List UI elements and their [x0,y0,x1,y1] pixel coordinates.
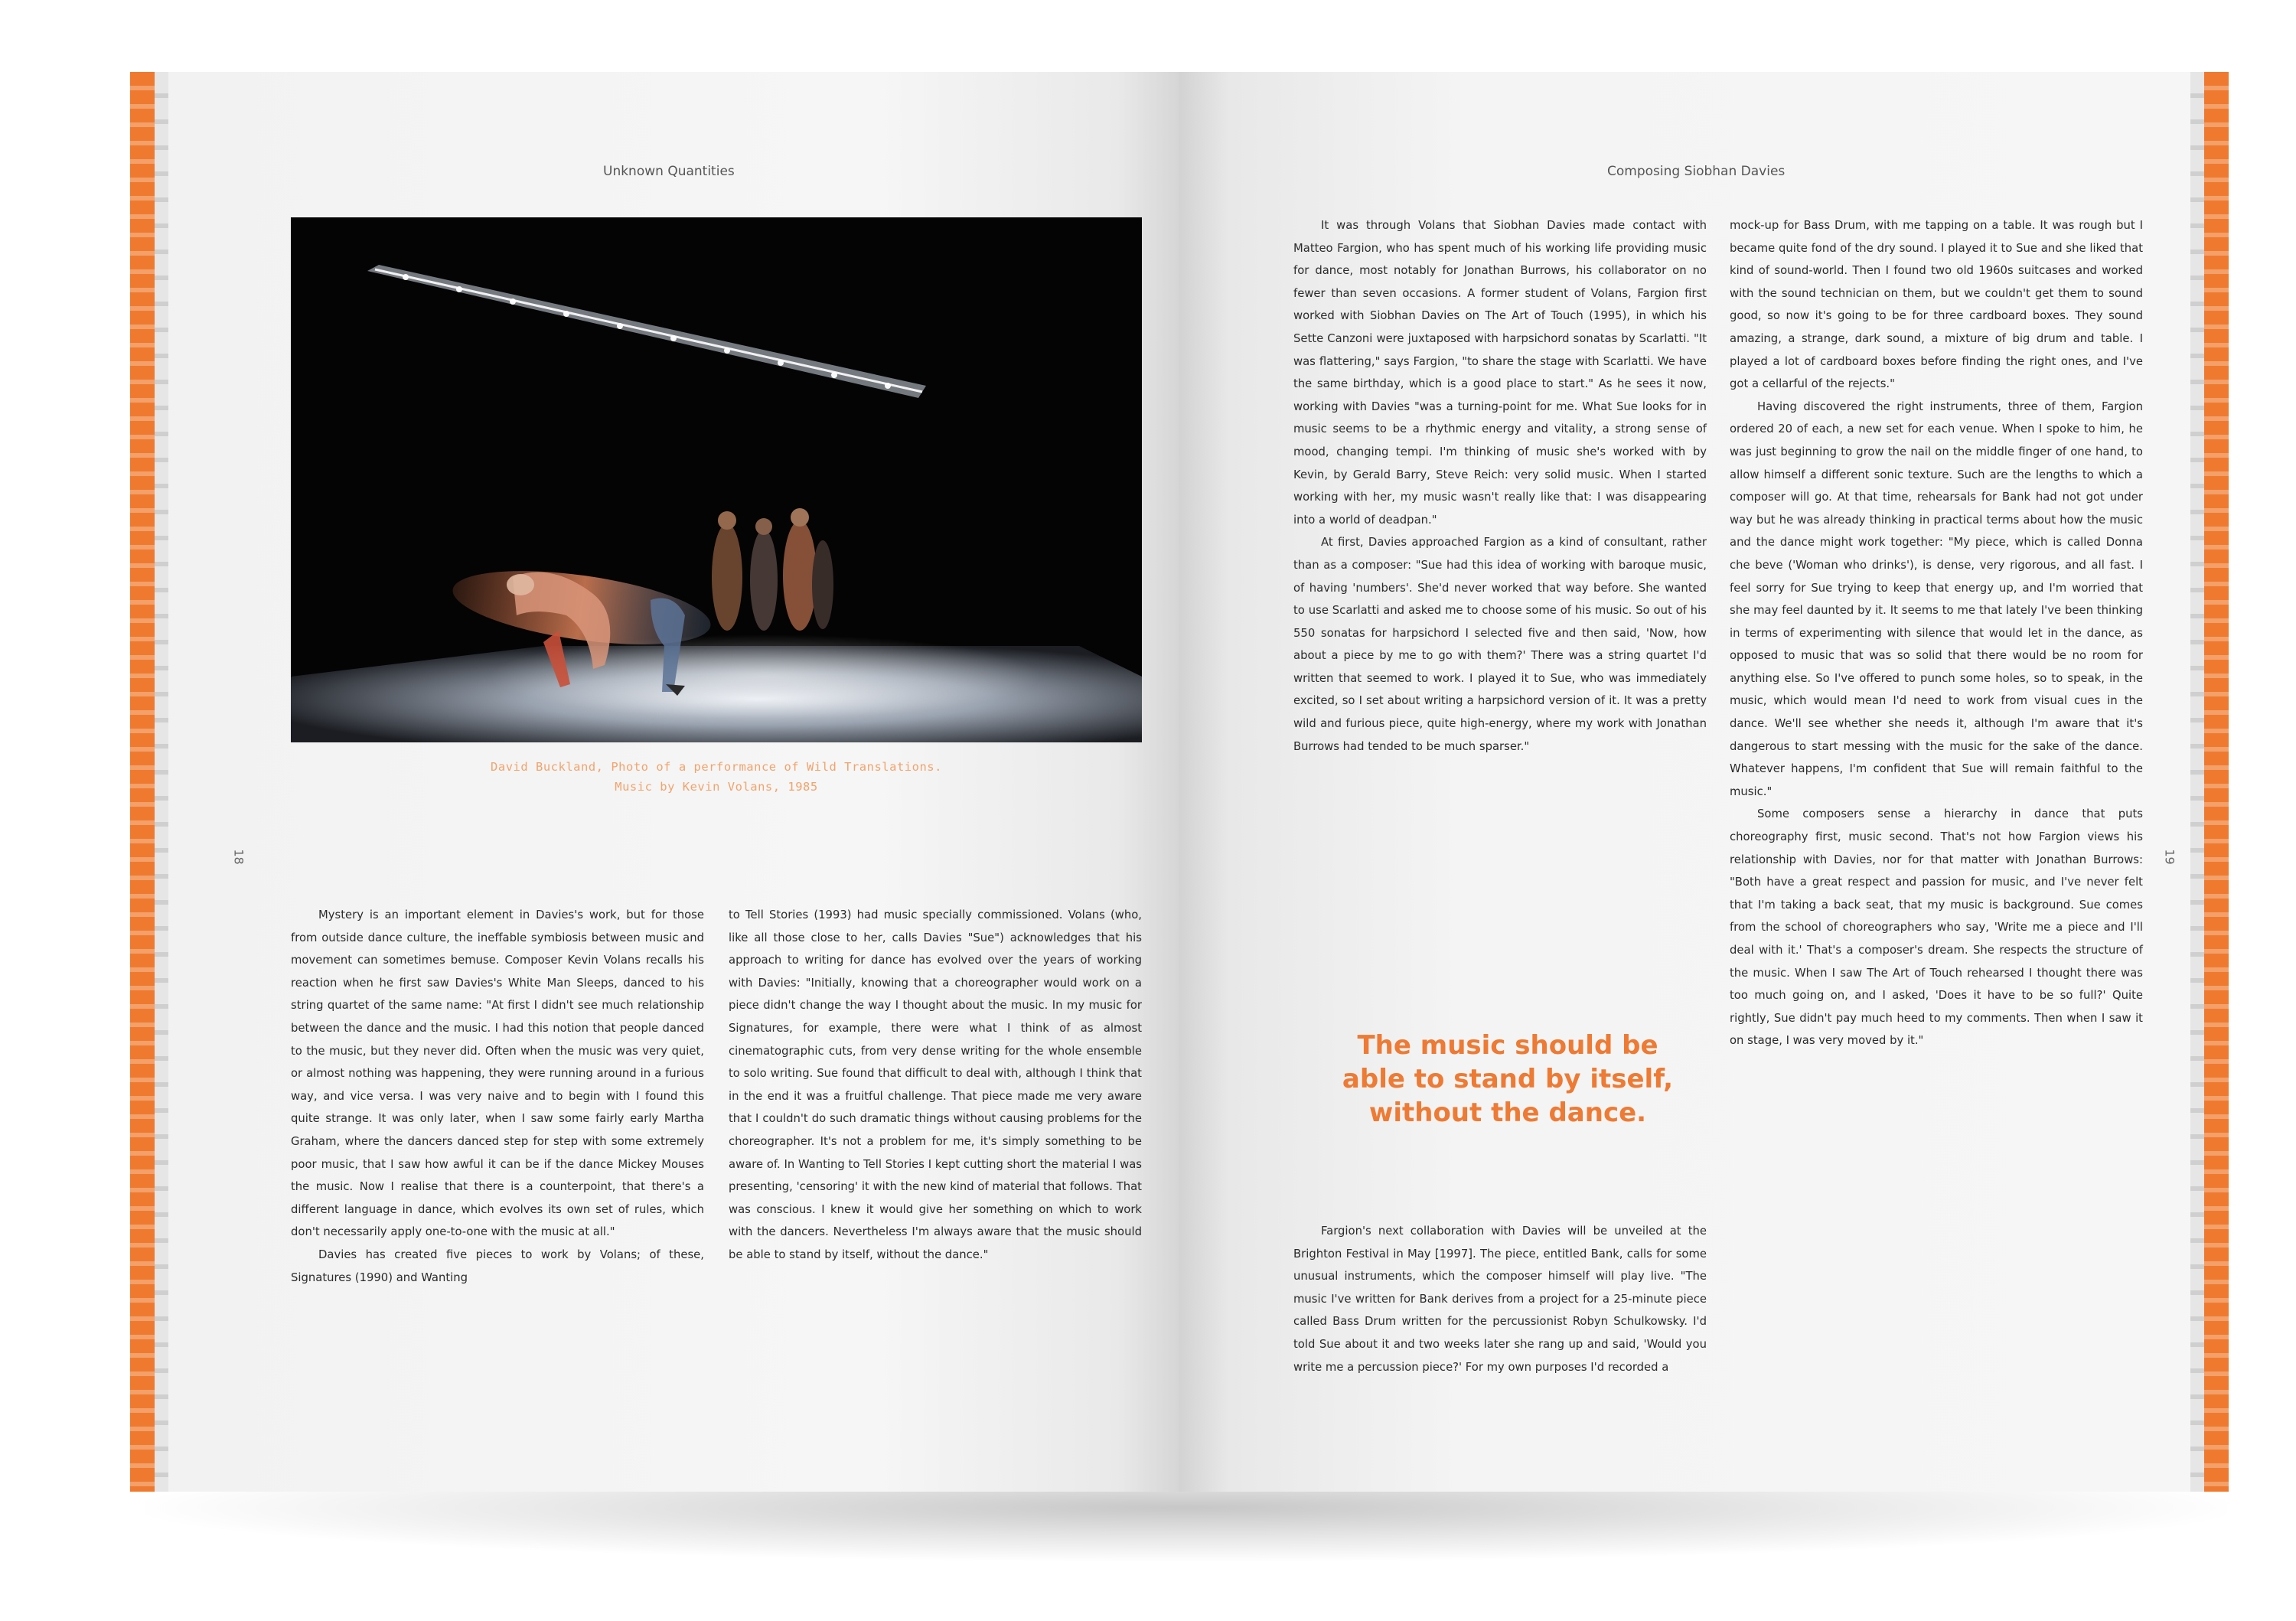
right-folio: 19 [2162,849,2177,865]
pull-quote-line: able to stand by itself, [1342,1064,1674,1094]
left-page-edges [130,72,168,1492]
left-column-2 [729,904,1142,1267]
paragraph: It was through Volans that Siobhan Davies made contact with Matteo Fargion, who has spent much of his working life providing music for dance, most notably for Jonathan Burrows, his collaborator on no fewer than seven occasions. A former student of Volans, Fargion first worked with Siobhan Davies on The Art of Touch (1995), in which his Sette Canzoni were juxtaposed with harpsichord sonatas by Scarlatti. "It was flattering," says Fargion, "to share the stage with Scarlatti. We have the same birthday, which is a good place to start." As he sees it now, working with Davies "was a turning-point for me. What Sue looks for in music seems to be a rhythmic energy and vitality, a strong sense of mood, changing tempi. I'm thinking of music she's worked with by Kevin, by Gerald Barry, Steve Reich: very solid music. When I started working with her, my music wasn't really like that: I was disappearing into a world of deadpan." [1293,219,1707,527]
right-column-2 [1730,214,2143,1052]
paragraph: Fargion's next collaboration with Davies will be unveiled at the Brighton Festival in May [1997]. The piece, entitled Bank, calls for some unusual instruments, which the composer himself will play live. "The music I've written for Bank derives from a project for a 25-minute piece called Bass Drum written for the percussionist Robyn Schulkowsky. I'd told Sue about it and two weeks later she rang up and said, 'Would you write me a percussion piece?' For my own purposes I'd recorded a [1293,1225,1707,1374]
right-column-1-top [1293,214,1707,758]
pull-quote-line: without the dance. [1368,1098,1647,1128]
caption-line-1: David Buckland, Photo of a performance of Wild Translations. [491,760,942,774]
left-running-header: Unknown Quantities [603,164,735,179]
right-page-edges [2190,72,2229,1492]
paragraph: Davies has created five pieces to work by Volans; of these, Signatures (1990) and Wanting [291,1248,704,1284]
pull-quote [1309,1029,1707,1130]
paragraph: mock-up for Bass Drum, with me tapping on a table. It was rough but I became quite fond of the dry sound. I played it to Sue and she liked that kind of sound-world. Then I found two old 1960s suitcases and worked with the sound technician on them, but we couldn't get them to sound good, so now it's going to be for three cardboard boxes. They sound amazing, a strange, dark sound, a mixture of big drum and table. I played a lot of cardboard boxes before finding the right ones, and I've got a cellarful of the rejects." [1730,219,2143,391]
pull-quote-line: The music should be [1357,1030,1658,1061]
left-column-1 [291,904,704,1289]
paragraph: Mystery is an important element in Davies's work, but for those from outside dance culture, the ineffable symbiosis between music and movement can sometimes bemuse. Composer Kevin Volans recalls his reaction when he first saw Davies's White Man Sleeps, danced to his string quartet of the same name: "At first I didn't see much relationship between the dance and the music. I had this notion that people danced to the music, but they never did. Often when the music was very quiet, or almost nothing was happening, they were running around in a furious way, and vice versa. I was very naive and to begin with I found this quite strange. It was only later, when I saw some fairly early Martha Graham, where the dancers danced step for step with some extremely poor music, that I saw how awful it can be if the dance Mickey Mouses the music. Now I realise that there is a counterpoint, that there's a different language in dance, which evolves its own set of rules, which don't necessarily apply one-to-one with the music at all." [291,908,704,1239]
paragraph: At first, Davies approached Fargion as a kind of consultant, rather than as a composer: "Sue had this idea of working with baroque music, of having 'numbers'. She'd never worked that way before. She wanted to use Scarlatti and asked me to choose some of his music. So out of his 550 sonatas for harpsichord I selected five and then said, 'Now, how about a piece by me to go with them?' There was a string quartet I'd written that seemed to work. I played it to Sue, who was immediately excited, so I set about writing a harpsichord version of it. It was a pretty wild and furious piece, quite high-energy, where my work with Jonathan Burrows had tended to be much sparser." [1293,536,1707,753]
paragraph: Some composers sense a hierarchy in dance that puts choreography first, music second. That's not how Fargion views his relationship with Davies, nor for that matter with Jonathan Burrows: "Both have a great respect and passion for music, and I've never felt that I'm taking a back seat, that my music is background. Sue comes from the school of choreographers who say, 'Write me a piece and I'll deal with it.' That's a composer's dream. She respects the structure of the music. When I saw The Art of Touch rehearsed I thought there was too much going on, and I asked, 'Does it have to be so full?' Quite rightly, Sue didn't pay much heed to my comments. Then when I saw it on stage, I was very moved by it." [1730,807,2143,1048]
photo-caption [291,757,1142,797]
right-page [1179,72,2190,1492]
paragraph: Having discovered the right instruments, three of them, Fargion ordered 20 of each, a new set for each venue. When I spoke to him, he was just beginning to grow the nail on the middle finger of one hand, to allow himself a different sonic texture. Such are the lengths to which a composer will go. At that time, rehearsals for Bank had not got under way but he was already thinking in practical terms about how the music and the dance might work together: "My piece, which is called Donna che beve ('Woman who drinks'), is dense, very rigorous, and all fast. I feel sorry for Sue trying to keep that energy up, and I'm worried that she may feel daunted by it. It seems to me that lately I've been thinking in terms of experimenting with silence that would let in the dance, as opposed to music that was so solid that there would be no room for anything else. So I've offered to punch some holes, so to speak, in the music, which would mean I'd need to work from visual cues in the dance. We'll see whether she needs it, although I'm aware that it's dangerous to start messing with the music for the sake of the dance. Whatever happens, I'm confident that Sue will remain faithful to the music." [1730,400,2143,798]
right-running-header: Composing Siobhan Davies [1607,164,1786,179]
paragraph: to Tell Stories (1993) had music specially commissioned. Volans (who, like all those close to her, calls Davies "Sue") acknowledges that his approach to writing for dance has evolved over the years of working with Davies: "Initially, knowing that a choreographer would work on a piece didn't change the way I thought about the music. In my music for Signatures, for example, there were what I think of as almost cinematographic cuts, from very dense writing for the whole ensemble to solo writing. Sue found that difficult to deal with, although I think that in the end it was a fruitful challenge. That piece made me very aware that I couldn't do such dramatic things without causing problems for the choreographer. It's not a problem for me, it's simply something to be aware of. In Wanting to Tell Stories I kept cutting short the material I was presenting, 'censoring' it with the new kind of material that follows. That was conscious. I knew it would give her something on which to work with the dancers. Nevertheless I'm always aware that the music should be able to stand by itself, without the dance." [729,908,1142,1261]
performance-photo [291,217,1142,742]
right-column-1-bottom [1293,1220,1707,1378]
left-folio: 18 [231,849,246,865]
caption-line-2: Music by Kevin Volans, 1985 [615,780,818,794]
left-page [168,72,1179,1492]
